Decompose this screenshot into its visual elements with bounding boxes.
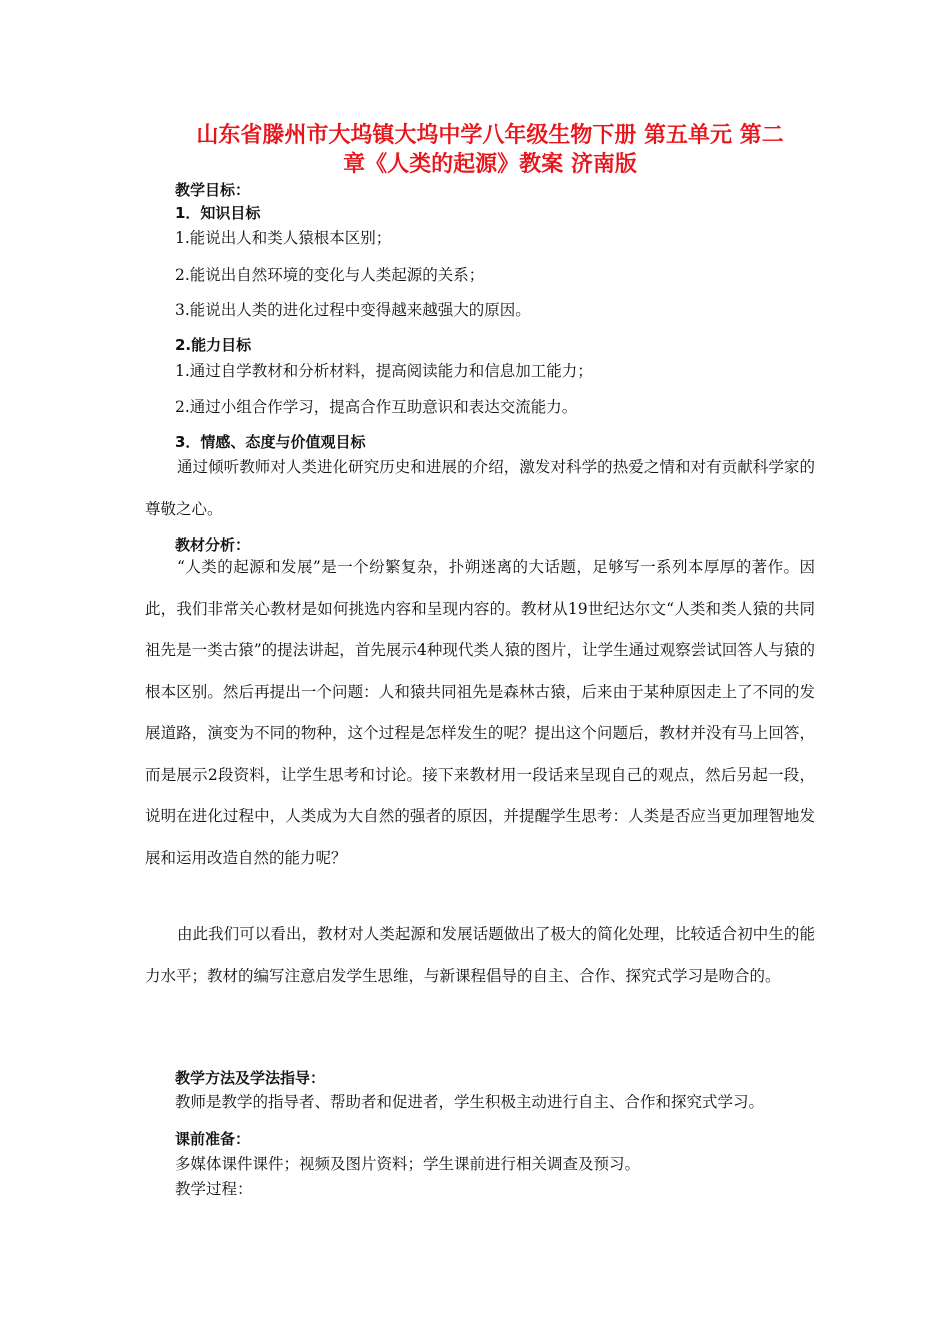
process-heading: 教学过程： bbox=[175, 1180, 253, 1198]
analysis-paragraph-2: 由此我们可以看出，教材对人类起源和发展话题做出了极大的简化处理，比较适合初中生的能力水平；教材的编写注意启发学生思维，与新课程倡导的自主、合作、探究式学习是吻合的。 bbox=[145, 925, 815, 985]
knowledge-goal-item: 2.能说出自然环境的变化与人类起源的关系； bbox=[175, 266, 485, 284]
analysis-heading: 教材分析： bbox=[175, 536, 251, 554]
document-title-line2: 章《人类的起源》教案 济南版 bbox=[343, 152, 637, 177]
goals-heading: 教学目标： bbox=[175, 181, 251, 199]
emotion-goal-text: 通过倾听教师对人类进化研究历史和进展的介绍，激发对科学的热爱之情和对有贡献科学家的尊敬之心。 bbox=[145, 458, 815, 518]
methods-text: 教师是教学的指导者、帮助者和促进者，学生积极主动进行自主、合作和探究式学习。 bbox=[175, 1093, 765, 1111]
ability-goal-item: 1.通过自学教材和分析材料，提高阅读能力和信息加工能力； bbox=[175, 362, 593, 380]
knowledge-goal-item: 1.能说出人和类人猿根本区别； bbox=[175, 229, 392, 247]
emotion-goal-heading: 3．情感、态度与价值观目标 bbox=[175, 433, 366, 451]
document-title-line1: 山东省滕州市大坞镇大坞中学八年级生物下册 第五单元 第二 bbox=[196, 123, 784, 148]
knowledge-goal-item: 3.能说出人类的进化过程中变得越来越强大的原因。 bbox=[175, 301, 531, 319]
knowledge-goal-heading: 1．知识目标 bbox=[175, 204, 261, 222]
methods-heading: 教学方法及学法指导： bbox=[175, 1069, 326, 1087]
prep-heading: 课前准备： bbox=[175, 1130, 251, 1148]
ability-goal-item: 2.通过小组合作学习，提高合作互助意识和表达交流能力。 bbox=[175, 398, 578, 416]
prep-text: 多媒体课件课件；视频及图片资料；学生课前进行相关调查及预习。 bbox=[175, 1155, 641, 1173]
analysis-paragraph-1: “人类的起源和发展”是一个纷繁复杂，扑朔迷离的大话题，足够写一系列本厚厚的著作。因此，我们非常关心教材是如何挑选内容和呈现内容的。教材从19世纪达尔文“人类和类人猿的共同祖先是一类古猿”的提法讲起，首先展示4种现代类人猿的图片，让学生通过观察尝试回答人与猿的根本区别。然后再提出一个问题：人和猿共同祖先是森林古猿，后来由于某种原因走上了不同的发展道路，演变为不同的物种，这个过程是怎样发生的呢？提出这个问题后，教材并没有马上回答，而是展示2段资料，让学生思考和讨论。接下来教材用一段话来呈现自己的观点，然后另起一段，说明在进化过程中，人类成为大自然的强者的原因，并提醒学生思考：人类是否应当更加理智地发展和运用改造自然的能力呢？ bbox=[145, 558, 815, 867]
ability-goal-heading: 2.能力目标 bbox=[175, 336, 252, 354]
